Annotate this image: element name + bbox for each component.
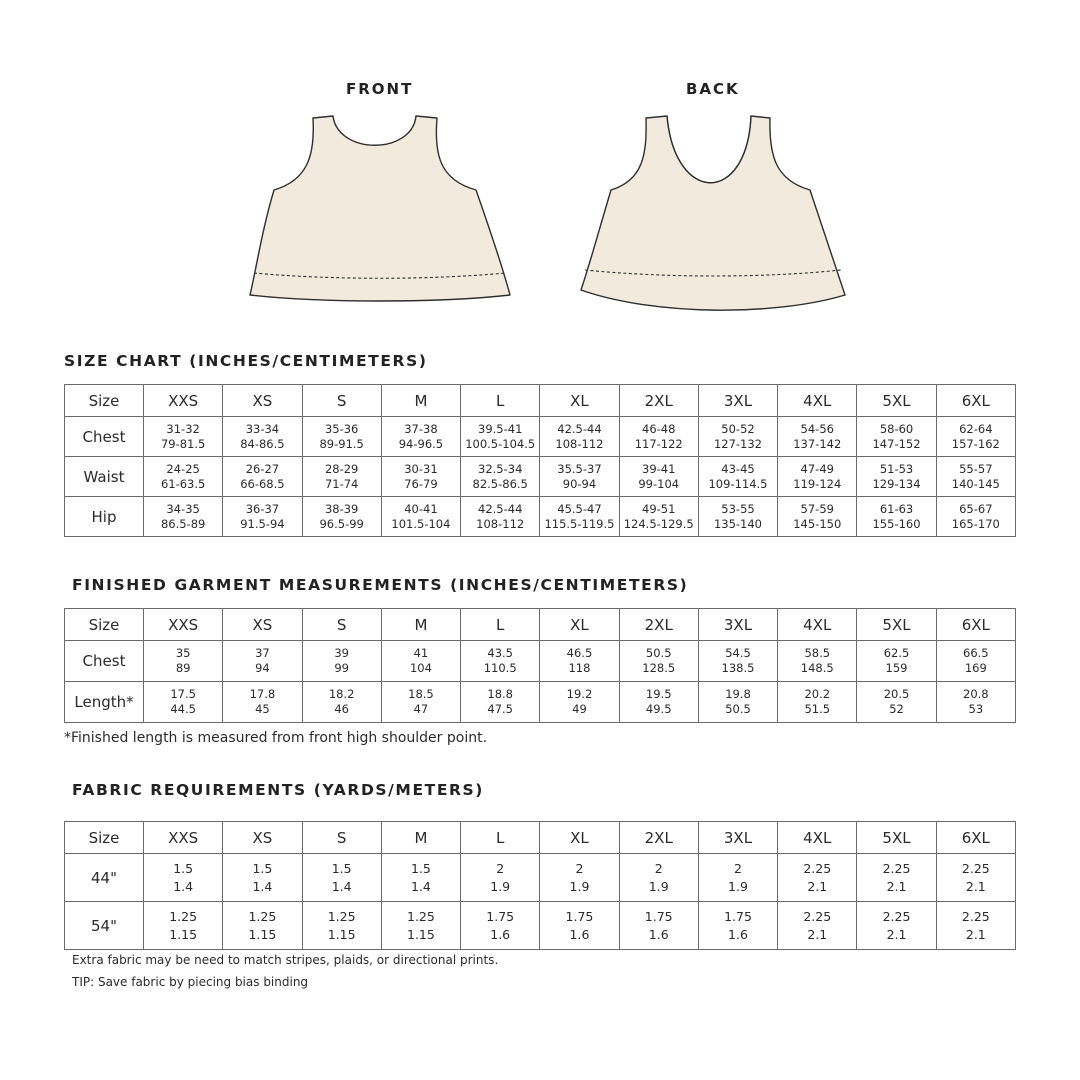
table-cell: 1.75 1.6 — [461, 902, 540, 950]
table-cell: 18.5 47 — [381, 682, 460, 723]
header-cell: XS — [223, 385, 302, 417]
header-cell: XXS — [144, 822, 223, 854]
table-cell: 1.25 1.15 — [381, 902, 460, 950]
table-cell: 55-57 140-145 — [936, 457, 1015, 497]
row-label: 54" — [65, 902, 144, 950]
table-cell: 35-36 89-91.5 — [302, 417, 381, 457]
row-label: 44" — [65, 854, 144, 902]
size-chart-header-row — [65, 385, 1016, 417]
header-cell: 4XL — [778, 822, 857, 854]
size-chart-title: SIZE CHART (INCHES/CENTIMETERS) — [64, 352, 428, 370]
fabric-header-row — [65, 822, 1016, 854]
table-cell: 65-67 165-170 — [936, 497, 1015, 537]
table-cell: 18.2 46 — [302, 682, 381, 723]
table-row — [65, 682, 1016, 723]
header-cell: 2XL — [619, 385, 698, 417]
table-cell: 26-27 66-68.5 — [223, 457, 302, 497]
header-cell: M — [381, 385, 460, 417]
table-row — [65, 497, 1016, 537]
table-cell: 66.5 169 — [936, 641, 1015, 682]
table-row — [65, 641, 1016, 682]
front-label: FRONT — [346, 80, 414, 98]
table-cell: 2 1.9 — [619, 854, 698, 902]
header-cell: 2XL — [619, 822, 698, 854]
header-cell: XL — [540, 385, 619, 417]
header-cell: 5XL — [857, 385, 936, 417]
table-cell: 45.5-47 115.5-119.5 — [540, 497, 619, 537]
table-cell: 37-38 94-96.5 — [381, 417, 460, 457]
table-cell: 19.5 49.5 — [619, 682, 698, 723]
fabric-requirements-table — [64, 821, 1016, 950]
header-cell: 2XL — [619, 609, 698, 641]
table-cell: 34-35 86.5-89 — [144, 497, 223, 537]
header-cell: 4XL — [778, 385, 857, 417]
header-cell: S — [302, 385, 381, 417]
table-cell: 61-63 155-160 — [857, 497, 936, 537]
table-row — [65, 902, 1016, 950]
finished-measurements-title: FINISHED GARMENT MEASUREMENTS (INCHES/CENTIMETERS) — [72, 576, 689, 594]
table-cell: 42.5-44 108-112 — [540, 417, 619, 457]
table-cell: 35 89 — [144, 641, 223, 682]
table-cell: 36-37 91.5-94 — [223, 497, 302, 537]
header-cell: M — [381, 822, 460, 854]
header-cell: XXS — [144, 385, 223, 417]
table-row — [65, 854, 1016, 902]
table-cell: 20.2 51.5 — [778, 682, 857, 723]
row-label: Chest — [65, 641, 144, 682]
table-cell: 39 99 — [302, 641, 381, 682]
finished-measurements-table — [64, 608, 1016, 723]
table-cell: 43.5 110.5 — [461, 641, 540, 682]
table-cell: 2.25 2.1 — [936, 854, 1015, 902]
table-cell: 20.8 53 — [936, 682, 1015, 723]
header-cell: 3XL — [698, 822, 777, 854]
table-cell: 1.5 1.4 — [381, 854, 460, 902]
table-cell: 1.75 1.6 — [619, 902, 698, 950]
header-cell: 5XL — [857, 822, 936, 854]
table-cell: 46.5 118 — [540, 641, 619, 682]
table-cell: 2.25 2.1 — [936, 902, 1015, 950]
table-cell: 17.8 45 — [223, 682, 302, 723]
table-cell: 49-51 124.5-129.5 — [619, 497, 698, 537]
table-cell: 35.5-37 90-94 — [540, 457, 619, 497]
table-cell: 62-64 157-162 — [936, 417, 1015, 457]
table-cell: 2 1.9 — [461, 854, 540, 902]
table-cell: 1.25 1.15 — [223, 902, 302, 950]
table-row — [65, 417, 1016, 457]
header-cell: 3XL — [698, 609, 777, 641]
table-cell: 31-32 79-81.5 — [144, 417, 223, 457]
header-cell: 6XL — [936, 822, 1015, 854]
header-cell: M — [381, 609, 460, 641]
header-cell: L — [461, 609, 540, 641]
table-cell: 37 94 — [223, 641, 302, 682]
header-cell: 5XL — [857, 609, 936, 641]
header-cell: XL — [540, 609, 619, 641]
table-cell: 62.5 159 — [857, 641, 936, 682]
header-cell: L — [461, 822, 540, 854]
row-label: Waist — [65, 457, 144, 497]
table-cell: 2.25 2.1 — [778, 854, 857, 902]
table-cell: 2.25 2.1 — [857, 902, 936, 950]
table-cell: 57-59 145-150 — [778, 497, 857, 537]
finished-header-row — [65, 609, 1016, 641]
table-cell: 32.5-34 82.5-86.5 — [461, 457, 540, 497]
table-cell: 50-52 127-132 — [698, 417, 777, 457]
table-cell: 28-29 71-74 — [302, 457, 381, 497]
header-cell: S — [302, 822, 381, 854]
header-cell: XS — [223, 822, 302, 854]
table-cell: 58.5 148.5 — [778, 641, 857, 682]
header-cell: S — [302, 609, 381, 641]
header-cell: 4XL — [778, 609, 857, 641]
fabric-note-tip: TIP: Save fabric by piecing bias binding — [72, 975, 309, 989]
back-label: BACK — [686, 80, 740, 98]
table-cell: 41 104 — [381, 641, 460, 682]
table-cell: 2 1.9 — [698, 854, 777, 902]
table-cell: 2 1.9 — [540, 854, 619, 902]
table-cell: 33-34 84-86.5 — [223, 417, 302, 457]
table-cell: 30-31 76-79 — [381, 457, 460, 497]
header-cell: XXS — [144, 609, 223, 641]
fabric-note-extra: Extra fabric may be need to match stripes, plaids, or directional prints. — [72, 953, 499, 967]
table-cell: 46-48 117-122 — [619, 417, 698, 457]
front-garment-illustration — [240, 110, 520, 325]
table-cell: 1.25 1.15 — [144, 902, 223, 950]
header-cell: Size — [65, 385, 144, 417]
table-cell: 54.5 138.5 — [698, 641, 777, 682]
header-cell: L — [461, 385, 540, 417]
table-row — [65, 457, 1016, 497]
header-cell: 6XL — [936, 609, 1015, 641]
table-cell: 39-41 99-104 — [619, 457, 698, 497]
table-cell: 2.25 2.1 — [778, 902, 857, 950]
table-cell: 38-39 96.5-99 — [302, 497, 381, 537]
table-cell: 47-49 119-124 — [778, 457, 857, 497]
table-cell: 20.5 52 — [857, 682, 936, 723]
row-label: Hip — [65, 497, 144, 537]
table-cell: 19.8 50.5 — [698, 682, 777, 723]
header-cell: XS — [223, 609, 302, 641]
back-garment-illustration — [575, 110, 855, 325]
header-cell: XL — [540, 822, 619, 854]
fabric-requirements-title: FABRIC REQUIREMENTS (YARDS/METERS) — [72, 781, 484, 799]
header-cell: Size — [65, 822, 144, 854]
table-cell: 17.5 44.5 — [144, 682, 223, 723]
table-cell: 54-56 137-142 — [778, 417, 857, 457]
table-cell: 39.5-41 100.5-104.5 — [461, 417, 540, 457]
table-cell: 1.5 1.4 — [302, 854, 381, 902]
table-cell: 1.5 1.4 — [223, 854, 302, 902]
table-cell: 1.75 1.6 — [698, 902, 777, 950]
table-cell: 2.25 2.1 — [857, 854, 936, 902]
table-cell: 51-53 129-134 — [857, 457, 936, 497]
table-cell: 18.8 47.5 — [461, 682, 540, 723]
table-cell: 43-45 109-114.5 — [698, 457, 777, 497]
table-cell: 1.75 1.6 — [540, 902, 619, 950]
header-cell: 6XL — [936, 385, 1015, 417]
table-cell: 50.5 128.5 — [619, 641, 698, 682]
header-cell: Size — [65, 609, 144, 641]
table-cell: 58-60 147-152 — [857, 417, 936, 457]
table-cell: 40-41 101.5-104 — [381, 497, 460, 537]
table-cell: 53-55 135-140 — [698, 497, 777, 537]
table-cell: 1.25 1.15 — [302, 902, 381, 950]
size-chart-table — [64, 384, 1016, 537]
table-cell: 24-25 61-63.5 — [144, 457, 223, 497]
finished-length-footnote: *Finished length is measured from front high shoulder point. — [64, 730, 488, 746]
table-cell: 42.5-44 108-112 — [461, 497, 540, 537]
row-label: Length* — [65, 682, 144, 723]
row-label: Chest — [65, 417, 144, 457]
table-cell: 1.5 1.4 — [144, 854, 223, 902]
table-cell: 19.2 49 — [540, 682, 619, 723]
header-cell: 3XL — [698, 385, 777, 417]
